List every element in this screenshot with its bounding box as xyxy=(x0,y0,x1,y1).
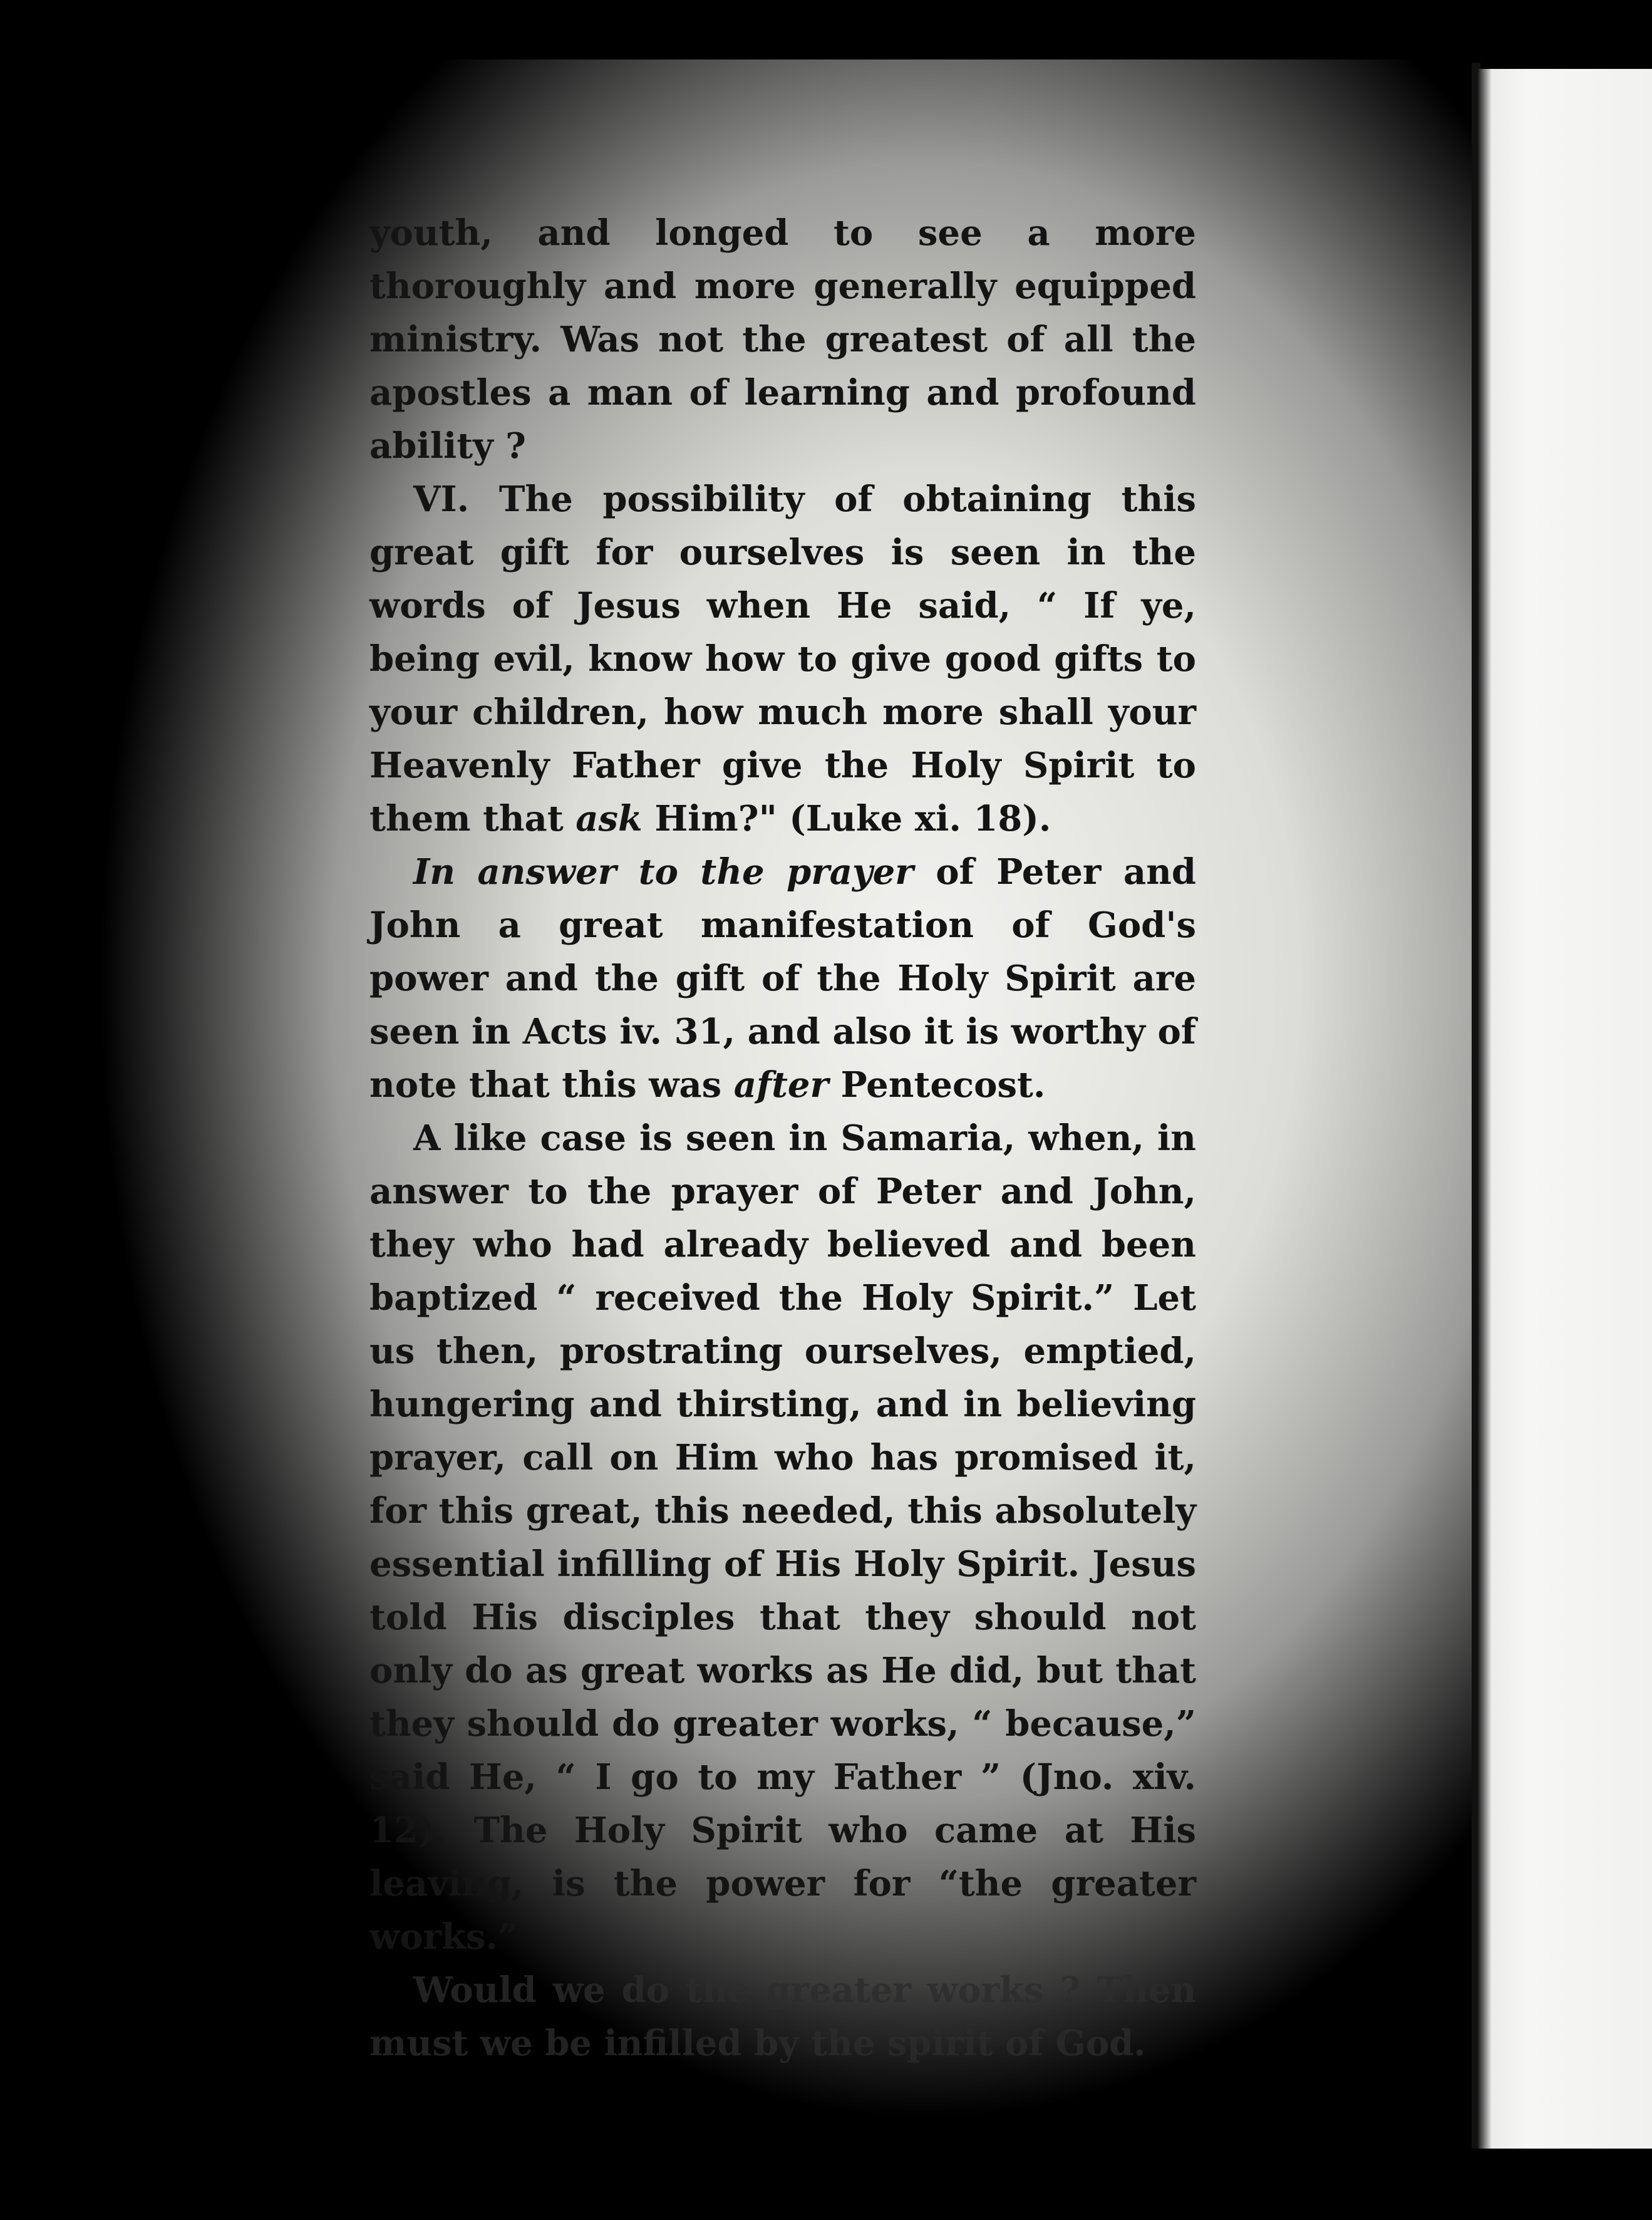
text-run: Would we do the greater works ? Then must we be infilled by the spirit of God. xyxy=(369,1969,1196,2064)
paragraph-p3 xyxy=(369,846,1196,1112)
scan-border-bottom xyxy=(0,2149,1652,2220)
text-run: of Peter and John a great manifestation of God's power and the gift of the Holy Spirit are seen in Acts iv. 31, and also it is worthy of note that this was xyxy=(369,851,1196,1106)
italic-text: In answer to the prayer xyxy=(413,851,914,893)
text-run: Him?" (Luke xi. 18). xyxy=(642,798,1051,839)
italic-text: ask xyxy=(576,798,643,839)
text-run: Pentecost. xyxy=(829,1064,1046,1106)
paragraph-p2 xyxy=(369,473,1196,846)
paragraph-p1 xyxy=(369,207,1196,473)
paragraph-p5 xyxy=(369,1964,1196,2070)
facing-page-edge xyxy=(1478,69,1652,2155)
paragraph-p4 xyxy=(369,1112,1196,1964)
text-run: VI. The possibility of obtaining this great gift for ourselves is seen in the words of Jesus when He said, “ If ye, being evil, know how to give good gifts to your children, how much more shall your Heavenly Father give the Holy Spirit to them that xyxy=(369,479,1196,839)
italic-text: after xyxy=(733,1064,829,1106)
body-text xyxy=(369,207,1196,2070)
scan-border-top xyxy=(0,0,1652,60)
text-run: youth, and longed to see a more thoroughly and more generally equipped ministry. Was not the greatest of all the apostles a man of learning and profound ability ? xyxy=(369,212,1196,467)
text-run: A like case is seen in Samaria, when, in answer to the prayer of Peter and John, they who had already believed and been baptized “ received the Holy Spirit.” Let us then, prostrating ourselves, emptied, hungering and thirsting, and in believing prayer, call on Him who has promised it, for this great, this needed, this absolutely essential infilling of His Holy Spirit. Jesus told His disciples that they should not only do as great works as He did, but that they should do greater works, “ because,” said He, “ I go to my Father ” (Jno. xiv. 12). The Holy Spirit who came at His leaving, is the power for “the greater works.” xyxy=(369,1118,1196,1958)
